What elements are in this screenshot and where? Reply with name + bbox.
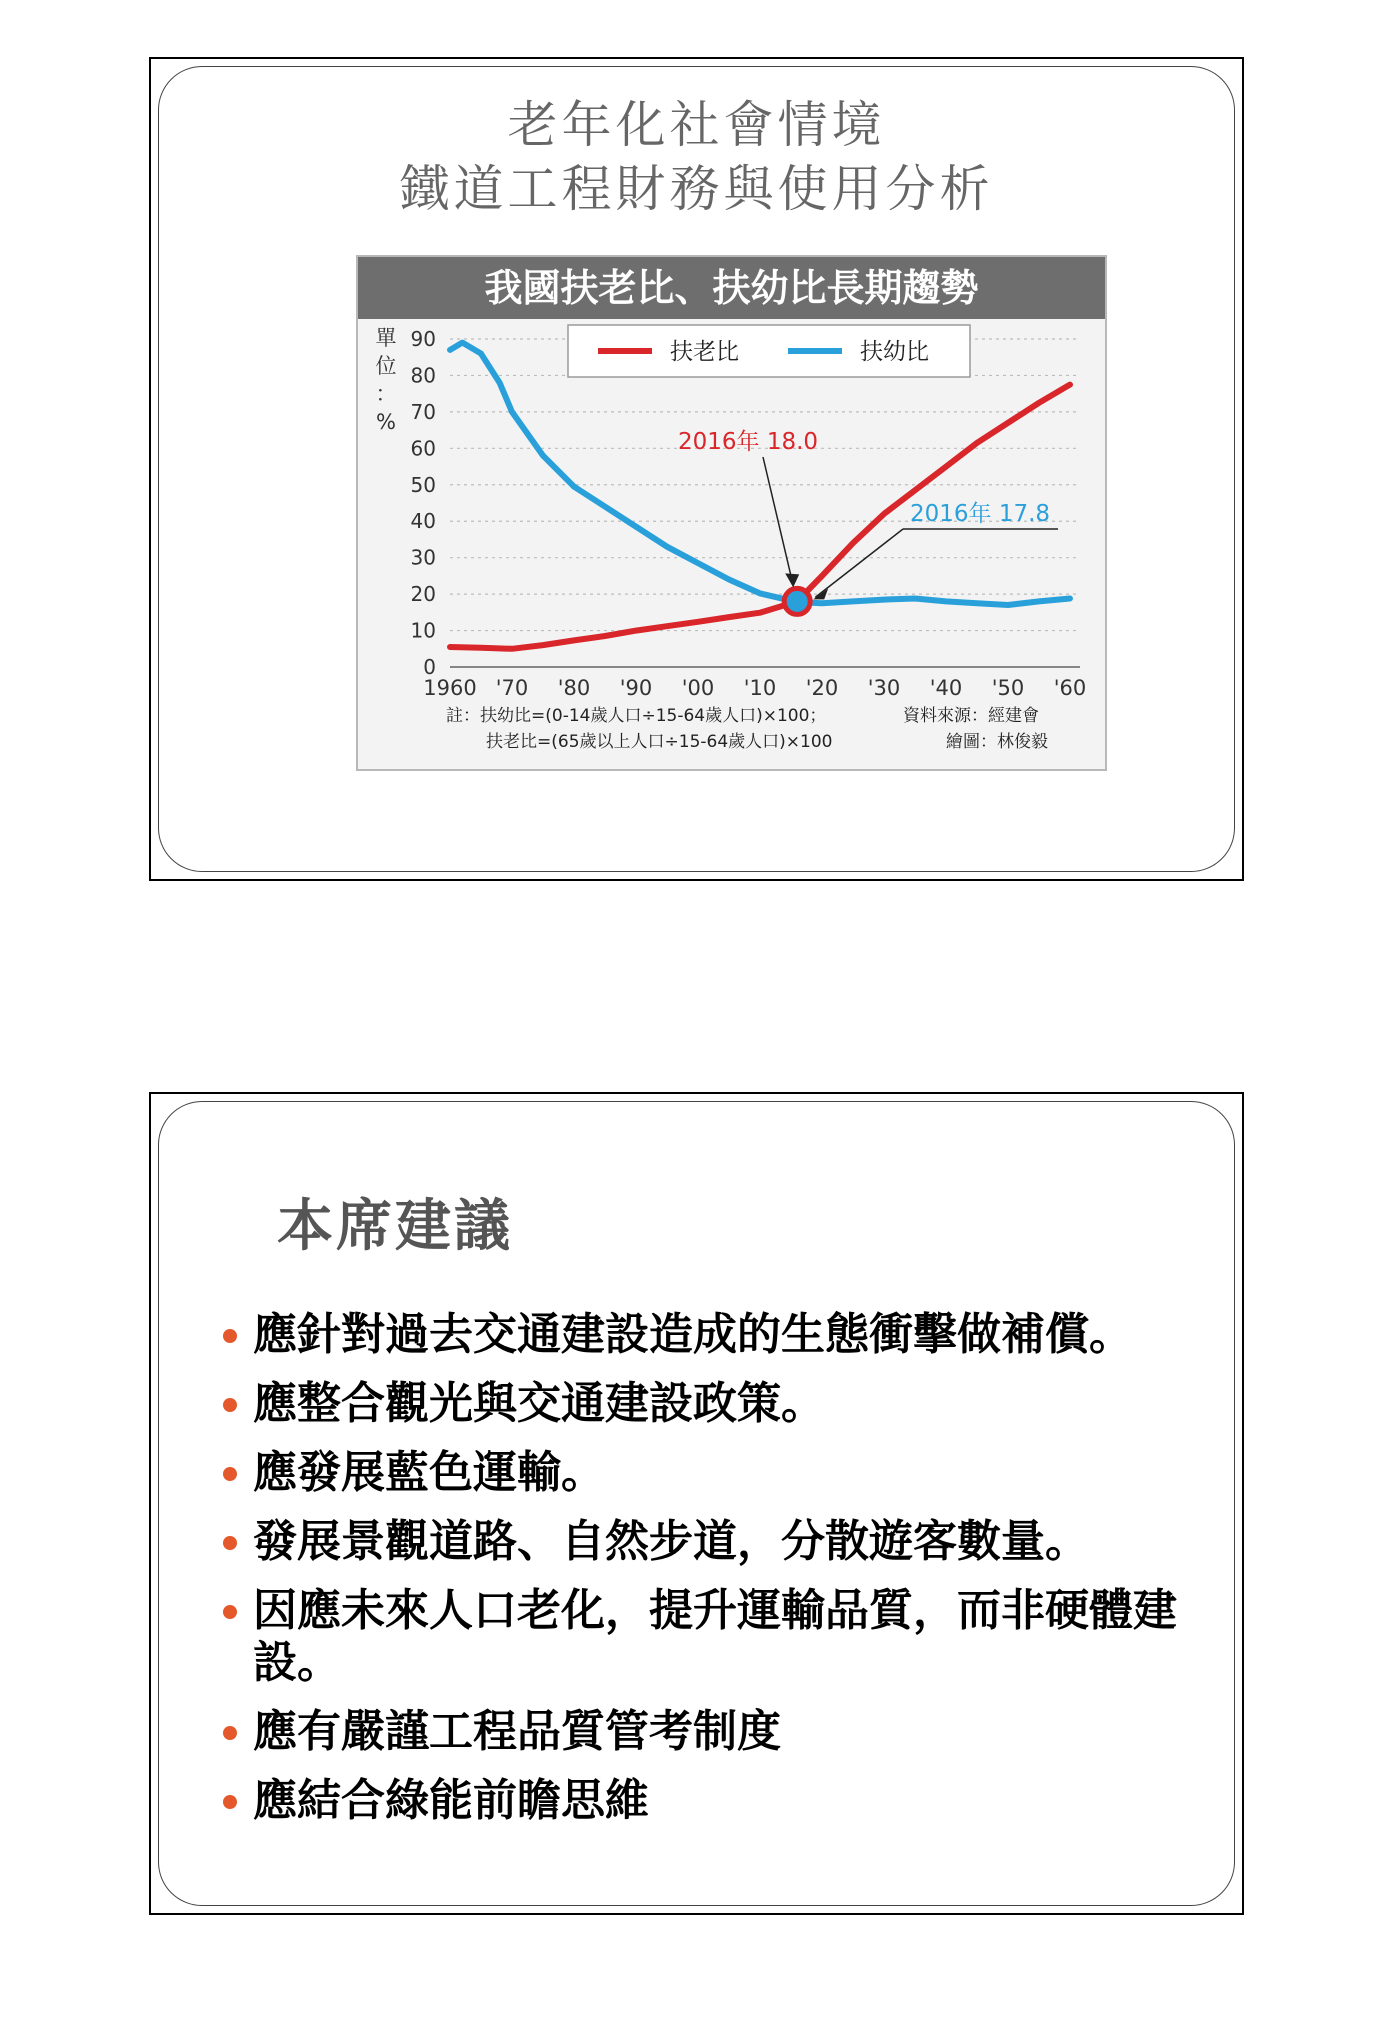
recommendation-item: [219, 1706, 1204, 1758]
x-tick-label: '60: [1053, 676, 1087, 700]
bullet-dot-icon: [223, 1329, 237, 1343]
chart-credit: 繪圖：林俊毅: [946, 732, 1048, 752]
y-tick-label: 20: [410, 582, 436, 607]
y-axis-label-char: 位: [375, 354, 397, 378]
y-axis-label-char: 單: [375, 326, 397, 350]
recommendation-text: 因應未來人口老化，提升運輸品質，而非硬體建設。: [253, 1585, 1177, 1688]
chart-note-2: 扶老比=(65歲以上人口÷15-64歲人口)×100: [486, 732, 833, 752]
y-tick-label: 50: [410, 472, 436, 497]
slide-2: [149, 1092, 1244, 1915]
recommendation-item: [219, 1309, 1204, 1361]
bullet-dot-icon: [223, 1795, 237, 1809]
bullet-dot-icon: [223, 1398, 237, 1412]
recommendation-item: [219, 1447, 1204, 1499]
legend-label-1: 扶老比: [670, 339, 739, 365]
recommendation-text: 應針對過去交通建設造成的生態衝擊做補償。: [253, 1309, 1133, 1360]
recommendation-text: 應結合綠能前瞻思維: [253, 1775, 649, 1826]
annotation-label-1: 2016年 18.0: [678, 429, 819, 455]
recommendation-item: [219, 1378, 1204, 1430]
bullet-dot-icon: [223, 1605, 237, 1619]
slide-1-panel: [158, 66, 1235, 872]
y-tick-label: 70: [410, 399, 436, 424]
y-tick-label: 0: [423, 655, 436, 679]
chart-source: 資料來源：經建會: [903, 706, 1039, 726]
y-tick-label: 90: [410, 327, 436, 351]
x-tick-label: '90: [619, 676, 653, 700]
y-tick-label: 60: [410, 436, 436, 461]
slide-1-title: [159, 93, 1234, 221]
intersection-marker: [784, 588, 810, 614]
chart: [356, 255, 1107, 771]
slide-1: [149, 57, 1244, 881]
x-tick-label: '50: [991, 676, 1025, 700]
slide-2-panel: [158, 1101, 1235, 1906]
recommendation-item: [219, 1585, 1204, 1689]
x-tick-label: '20: [805, 676, 839, 700]
recommendation-text: 發展景觀道路、自然步道，分散遊客數量。: [253, 1516, 1089, 1567]
x-tick-label: '10: [743, 676, 777, 700]
chart-plot: [358, 319, 1105, 767]
recommendation-item: [219, 1516, 1204, 1568]
x-tick-label: '80: [557, 676, 591, 700]
slide-2-title: 本席建議: [277, 1194, 513, 1259]
chart-note-1: 註：扶幼比=(0-14歲人口÷15-64歲人口)×100；: [446, 706, 827, 726]
y-tick-label: 30: [410, 545, 436, 570]
title-line-1: 老年化社會情境: [507, 96, 886, 154]
legend-label-2: 扶幼比: [860, 339, 929, 365]
x-tick-label: '00: [681, 676, 715, 700]
recommendation-text: 應有嚴謹工程品質管考制度: [253, 1706, 781, 1757]
bullet-dot-icon: [223, 1726, 237, 1740]
bullet-dot-icon: [223, 1467, 237, 1481]
bullet-dot-icon: [223, 1536, 237, 1550]
y-tick-label: 10: [410, 618, 436, 643]
series-line-2: [450, 343, 1070, 605]
recommendation-text: 應發展藍色運輸。: [253, 1447, 605, 1498]
recommendation-list: [219, 1309, 1204, 1844]
y-axis-label-char: ：: [375, 382, 397, 406]
y-tick-label: 80: [410, 363, 436, 388]
x-tick-label: '70: [495, 676, 529, 700]
y-axis-label-char: %: [376, 410, 396, 434]
x-tick-label: 1960: [423, 676, 477, 700]
title-line-2: 鐵道工程財務與使用分析: [399, 160, 994, 218]
annotation-arrowhead-1: [785, 573, 799, 587]
annotation-label-2: 2016年 17.8: [910, 501, 1051, 527]
chart-title: 我國扶老比、扶幼比長期趨勢: [358, 257, 1105, 319]
x-tick-label: '30: [867, 676, 901, 700]
recommendation-text: 應整合觀光與交通建設政策。: [253, 1378, 825, 1429]
recommendation-item: [219, 1775, 1204, 1827]
x-tick-label: '40: [929, 676, 963, 700]
y-tick-label: 40: [410, 509, 436, 534]
